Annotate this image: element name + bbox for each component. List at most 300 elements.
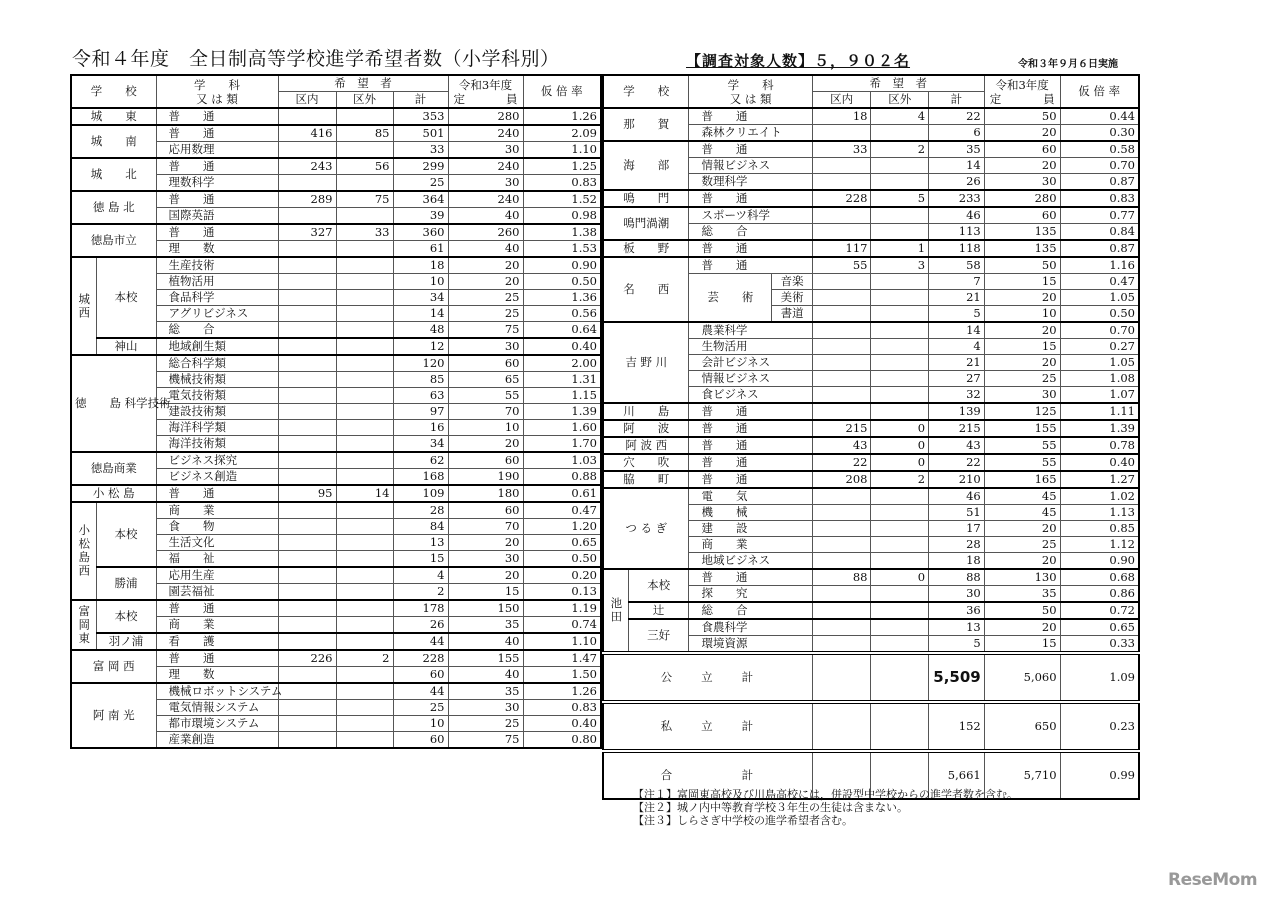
- total-count: 46: [929, 207, 985, 224]
- ratio: 0.72: [1060, 602, 1139, 619]
- sub-subject-name: 音楽: [772, 274, 812, 290]
- total-count: 36: [929, 602, 985, 619]
- ratio: 1.10: [523, 633, 601, 650]
- total-label: 公 立 計: [603, 653, 812, 702]
- total-count: 14: [393, 306, 448, 322]
- outside-count: [336, 388, 393, 404]
- capacity: 60: [448, 502, 523, 519]
- ratio: 1.20: [523, 519, 601, 535]
- ratio: 0.83: [523, 700, 601, 716]
- table-row: [71, 257, 601, 274]
- inside-count: [278, 290, 336, 306]
- total-row: [603, 653, 1139, 702]
- capacity: 55: [448, 388, 523, 404]
- total-count: 360: [393, 224, 448, 241]
- col-subject: [689, 75, 812, 108]
- inside-count: [278, 257, 336, 274]
- subject-name: 農業科学: [689, 322, 812, 339]
- total-count: 22: [929, 454, 985, 471]
- col-capacity: [448, 75, 523, 108]
- ratio: 0.40: [523, 716, 601, 732]
- total-count: 113: [929, 224, 985, 241]
- col-inside: 区内: [812, 92, 871, 109]
- table-row: [71, 600, 601, 617]
- total-count: 48: [393, 322, 448, 339]
- capacity: 60: [448, 452, 523, 469]
- capacity: 40: [448, 633, 523, 650]
- table-row: [71, 191, 601, 208]
- inside-count: [278, 716, 336, 732]
- table-row: [71, 452, 601, 469]
- total-count: 10: [393, 274, 448, 290]
- total-count: 7: [929, 274, 985, 290]
- outside-count: [336, 683, 393, 700]
- subject-name: 普 通: [156, 158, 278, 175]
- outside-count: 33: [336, 224, 393, 241]
- outside-count: [871, 636, 929, 654]
- inside-count: 43: [812, 437, 871, 454]
- capacity: 130: [984, 569, 1060, 586]
- outside-count: [871, 371, 929, 387]
- campus-name: 辻: [628, 602, 689, 619]
- total-count: 30: [929, 586, 985, 603]
- outside-count: [336, 732, 393, 749]
- inside-count: [278, 355, 336, 372]
- ratio: 0.84: [1060, 224, 1139, 241]
- total-count: 63: [393, 388, 448, 404]
- outside-count: [871, 521, 929, 537]
- outside-count: 0: [871, 454, 929, 471]
- total-count: 168: [393, 469, 448, 486]
- ratio: 1.15: [523, 388, 601, 404]
- inside-count: 208: [812, 471, 871, 488]
- inside-count: 416: [278, 125, 336, 142]
- subject-name: 総 合: [689, 224, 812, 241]
- col-ratio: 仮 倍 率: [1060, 75, 1139, 108]
- outside-count: 4: [871, 108, 929, 125]
- resemom-logo: ReseMom: [1168, 870, 1258, 890]
- subject-name: 機 械: [689, 505, 812, 521]
- total-count: 178: [393, 600, 448, 617]
- outside-count: [871, 290, 929, 306]
- campus-name: 勝浦: [96, 567, 156, 600]
- ratio: 1.70: [523, 436, 601, 453]
- total-count: 2: [393, 584, 448, 601]
- inside-count: [278, 732, 336, 749]
- inside-count: [278, 551, 336, 568]
- inside-count: [278, 404, 336, 420]
- capacity: 60: [448, 355, 523, 372]
- col-capacity-line1: 令和3年度: [995, 77, 1049, 92]
- inside-count: [278, 667, 336, 684]
- outside-count: 2: [336, 650, 393, 667]
- capacity: 20: [984, 322, 1060, 339]
- capacity: 135: [984, 240, 1060, 257]
- capacity: 45: [984, 505, 1060, 521]
- outside-count: [336, 667, 393, 684]
- capacity: 30: [984, 174, 1060, 191]
- inside-count: [812, 602, 871, 619]
- subject-name: 機械技術類: [156, 372, 278, 388]
- capacity: 180: [448, 485, 523, 502]
- outside-count: [871, 224, 929, 241]
- subject-name: 普 通: [689, 437, 812, 454]
- ratio: 2.00: [523, 355, 601, 372]
- outside-count: [871, 174, 929, 191]
- outside-count: [336, 420, 393, 436]
- col-capacity: [984, 75, 1060, 108]
- outside-count: 1: [871, 240, 929, 257]
- outside-count: 0: [871, 437, 929, 454]
- col-applicants: 希 望 者: [278, 75, 448, 92]
- total-count: 299: [393, 158, 448, 175]
- school-name: 富 岡 西: [71, 650, 156, 683]
- total-count: 10: [393, 716, 448, 732]
- table-row: [71, 338, 601, 355]
- table-row: [71, 224, 601, 241]
- ratio: 0.74: [523, 617, 601, 634]
- outside-count: [336, 208, 393, 225]
- capacity: 25: [448, 306, 523, 322]
- ratio: 1.07: [1060, 387, 1139, 404]
- header-row: [603, 75, 1139, 92]
- outside-count: [871, 653, 929, 702]
- ratio: 1.13: [1060, 505, 1139, 521]
- school-name: 那 賀: [603, 108, 689, 141]
- table-row: [603, 257, 1139, 274]
- subject-name: 電気情報システム: [156, 700, 278, 716]
- inside-count: 243: [278, 158, 336, 175]
- subject-name: 商 業: [689, 537, 812, 553]
- subject-name: 普 通: [689, 403, 812, 420]
- total-count: 4: [929, 339, 985, 355]
- total-count: 16: [393, 420, 448, 436]
- outside-count: [336, 617, 393, 634]
- subject-name: 機械ロボットシステム: [156, 683, 278, 700]
- outside-count: [871, 355, 929, 371]
- subject-name: ビジネス創造: [156, 469, 278, 486]
- total-count: 215: [929, 420, 985, 437]
- inside-count: 95: [278, 485, 336, 502]
- capacity: 5,060: [984, 653, 1060, 702]
- table-row: [603, 619, 1139, 636]
- col-subject-line2: 又 は 類: [729, 91, 772, 106]
- ratio: 2.09: [523, 125, 601, 142]
- inside-count: [278, 175, 336, 192]
- school-name: 鳴 門: [603, 190, 689, 207]
- outside-count: [871, 553, 929, 570]
- subject-name: 海洋技術類: [156, 436, 278, 453]
- inside-count: [812, 322, 871, 339]
- subject-name: 芸 術: [689, 274, 772, 323]
- capacity: 50: [984, 108, 1060, 125]
- subject-name: 情報ビジネス: [689, 158, 812, 174]
- subject-name: 福 祉: [156, 551, 278, 568]
- capacity: 20: [448, 535, 523, 551]
- school-name: つ る ぎ: [603, 488, 689, 569]
- outside-count: [336, 584, 393, 601]
- ratio: 0.20: [523, 567, 601, 584]
- table-row: [603, 488, 1139, 505]
- campus-name: 本校: [96, 502, 156, 567]
- total-count: 21: [929, 290, 985, 306]
- capacity: 60: [984, 207, 1060, 224]
- campus-name: 本校: [628, 569, 689, 602]
- subject-name: 生物活用: [689, 339, 812, 355]
- capacity: 25: [448, 290, 523, 306]
- capacity: 20: [448, 274, 523, 290]
- ratio: 0.98: [523, 208, 601, 225]
- inside-count: 215: [812, 420, 871, 437]
- total-count: 18: [393, 257, 448, 274]
- inside-count: [812, 158, 871, 174]
- total-count: 4: [393, 567, 448, 584]
- ratio: 1.19: [523, 600, 601, 617]
- table-row: [71, 650, 601, 667]
- total-count: 364: [393, 191, 448, 208]
- page-title: 令和４年度 全日制高等学校進学希望者数（小学科別）: [72, 48, 560, 70]
- inside-count: [278, 452, 336, 469]
- inside-count: [812, 553, 871, 570]
- capacity: 20: [984, 521, 1060, 537]
- inside-count: 117: [812, 240, 871, 257]
- school-name: 海 部: [603, 141, 689, 190]
- capacity: 15: [984, 636, 1060, 654]
- capacity: 70: [448, 404, 523, 420]
- capacity: 75: [448, 322, 523, 339]
- outside-count: [336, 404, 393, 420]
- school-name: 板 野: [603, 240, 689, 257]
- total-label: 私 立 計: [603, 702, 812, 751]
- subject-name: 国際英語: [156, 208, 278, 225]
- capacity: 40: [448, 241, 523, 258]
- inside-count: [278, 519, 336, 535]
- col-subject: [156, 75, 278, 108]
- ratio: 1.39: [1060, 420, 1139, 437]
- subject-name: 都市環境システム: [156, 716, 278, 732]
- subject-name: 普 通: [689, 240, 812, 257]
- outside-count: [871, 274, 929, 290]
- col-school: 学 校: [603, 75, 689, 108]
- total-count: 28: [393, 502, 448, 519]
- ratio: 0.50: [523, 551, 601, 568]
- capacity: 125: [984, 403, 1060, 420]
- col-capacity-b: 員: [506, 91, 518, 106]
- subject-name: 商 業: [156, 502, 278, 519]
- total-count: 26: [929, 174, 985, 191]
- col-sum: 計: [393, 92, 448, 109]
- survey-count: 【調査対象人数】５，９０２名: [686, 52, 911, 70]
- table-row: [603, 569, 1139, 586]
- inside-count: [278, 700, 336, 716]
- total-count: 84: [393, 519, 448, 535]
- table-row: [603, 322, 1139, 339]
- subject-name: 建設技術類: [156, 404, 278, 420]
- subject-name: 普 通: [689, 471, 812, 488]
- school-name: 富岡東: [71, 600, 96, 650]
- subject-name: 普 通: [689, 141, 812, 158]
- col-school: 学 校: [71, 75, 156, 108]
- table-row: [603, 207, 1139, 224]
- capacity: 240: [448, 125, 523, 142]
- inside-count: [812, 290, 871, 306]
- capacity: 35: [448, 617, 523, 634]
- inside-count: [812, 224, 871, 241]
- total-count: 6: [929, 125, 985, 142]
- subject-name: 産業創造: [156, 732, 278, 749]
- ratio: 1.52: [523, 191, 601, 208]
- ratio: 0.40: [523, 338, 601, 355]
- inside-count: 55: [812, 257, 871, 274]
- outside-count: 14: [336, 485, 393, 502]
- total-count: 5,661: [929, 751, 985, 799]
- school-name: 徳 島 科学技術: [71, 355, 156, 452]
- ratio: 1.27: [1060, 471, 1139, 488]
- ratio: 1.12: [1060, 537, 1139, 553]
- inside-count: [812, 653, 871, 702]
- total-count: 44: [393, 633, 448, 650]
- col-capacity-b: 員: [1043, 91, 1055, 106]
- header-row: [71, 75, 601, 92]
- inside-count: [278, 469, 336, 486]
- col-sum: 計: [929, 92, 985, 109]
- table-row: [603, 602, 1139, 619]
- inside-count: 88: [812, 569, 871, 586]
- outside-count: [336, 633, 393, 650]
- total-count: 62: [393, 452, 448, 469]
- capacity: 150: [448, 600, 523, 617]
- capacity: 30: [448, 175, 523, 192]
- outside-count: [336, 452, 393, 469]
- ratio: 0.88: [523, 469, 601, 486]
- ratio: 1.16: [1060, 257, 1139, 274]
- inside-count: [812, 586, 871, 603]
- total-count: 17: [929, 521, 985, 537]
- capacity: 45: [984, 488, 1060, 505]
- outside-count: [871, 322, 929, 339]
- total-count: 27: [929, 371, 985, 387]
- subject-name: 生活文化: [156, 535, 278, 551]
- subject-name: 食 物: [156, 519, 278, 535]
- inside-count: [812, 125, 871, 142]
- capacity: 15: [984, 339, 1060, 355]
- subject-name: 総 合: [156, 322, 278, 339]
- inside-count: [812, 403, 871, 420]
- inside-count: [812, 371, 871, 387]
- total-count: 22: [929, 108, 985, 125]
- col-outside: 区外: [336, 92, 393, 109]
- ratio: 0.65: [523, 535, 601, 551]
- total-count: 120: [393, 355, 448, 372]
- outside-count: 0: [871, 569, 929, 586]
- col-subject-line1: 学 科: [727, 77, 774, 92]
- ratio: 1.39: [523, 404, 601, 420]
- capacity: 30: [448, 700, 523, 716]
- campus-name: 本校: [96, 257, 156, 338]
- outside-count: 2: [871, 141, 929, 158]
- capacity: 155: [448, 650, 523, 667]
- table-row: [71, 633, 601, 650]
- inside-count: [812, 505, 871, 521]
- table-row: [603, 471, 1139, 488]
- total-count: 501: [393, 125, 448, 142]
- total-count: 33: [393, 142, 448, 159]
- inside-count: [278, 683, 336, 700]
- table-row: [603, 420, 1139, 437]
- total-count: 97: [393, 404, 448, 420]
- inside-count: [278, 420, 336, 436]
- school-name: 穴 吹: [603, 454, 689, 471]
- ratio: 0.99: [1060, 751, 1139, 799]
- school-name: 徳島市立: [71, 224, 156, 257]
- capacity: 20: [984, 158, 1060, 174]
- capacity: 55: [984, 437, 1060, 454]
- ratio: 0.90: [1060, 553, 1139, 570]
- inside-count: 228: [812, 190, 871, 207]
- outside-count: [336, 108, 393, 125]
- total-count: 15: [393, 551, 448, 568]
- subject-name: ビジネス探究: [156, 452, 278, 469]
- school-name: 城 東: [71, 108, 156, 125]
- capacity: 190: [448, 469, 523, 486]
- capacity: 30: [984, 387, 1060, 404]
- subject-name: 食農科学: [689, 619, 812, 636]
- ratio: 0.70: [1060, 322, 1139, 339]
- subject-name: 地域創生類: [156, 338, 278, 355]
- outside-count: [336, 716, 393, 732]
- total-count: 32: [929, 387, 985, 404]
- table-row: [603, 240, 1139, 257]
- school-name: 城西: [71, 257, 96, 355]
- inside-count: [278, 241, 336, 258]
- ratio: 1.05: [1060, 290, 1139, 306]
- capacity: 20: [984, 290, 1060, 306]
- ratio: 0.50: [1060, 306, 1139, 323]
- outside-count: [871, 387, 929, 404]
- left-table: [70, 74, 602, 749]
- ratio: 0.68: [1060, 569, 1139, 586]
- outside-count: [871, 488, 929, 505]
- table-row: [71, 108, 601, 125]
- school-name: 脇 町: [603, 471, 689, 488]
- outside-count: [871, 619, 929, 636]
- ratio: 1.08: [1060, 371, 1139, 387]
- col-capacity-a: 定: [989, 91, 1002, 106]
- total-count: 18: [929, 553, 985, 570]
- inside-count: [812, 355, 871, 371]
- total-count: 60: [393, 732, 448, 749]
- col-subject-line2: 又 は 類: [196, 91, 238, 106]
- inside-count: [812, 702, 871, 751]
- ratio: 0.47: [523, 502, 601, 519]
- inside-count: 327: [278, 224, 336, 241]
- col-capacity-a: 定: [453, 91, 465, 106]
- outside-count: [336, 257, 393, 274]
- col-capacity-line1: 令和3年度: [458, 77, 513, 92]
- total-count: 109: [393, 485, 448, 502]
- capacity: 75: [448, 732, 523, 749]
- capacity: 240: [448, 191, 523, 208]
- subject-name: 普 通: [156, 600, 278, 617]
- total-count: 152: [929, 702, 985, 751]
- total-count: 25: [393, 175, 448, 192]
- table-row: [603, 454, 1139, 471]
- inside-count: [278, 388, 336, 404]
- ratio: 1.38: [523, 224, 601, 241]
- ratio: 0.87: [1060, 174, 1139, 191]
- capacity: 280: [448, 108, 523, 125]
- notes: [633, 788, 1018, 827]
